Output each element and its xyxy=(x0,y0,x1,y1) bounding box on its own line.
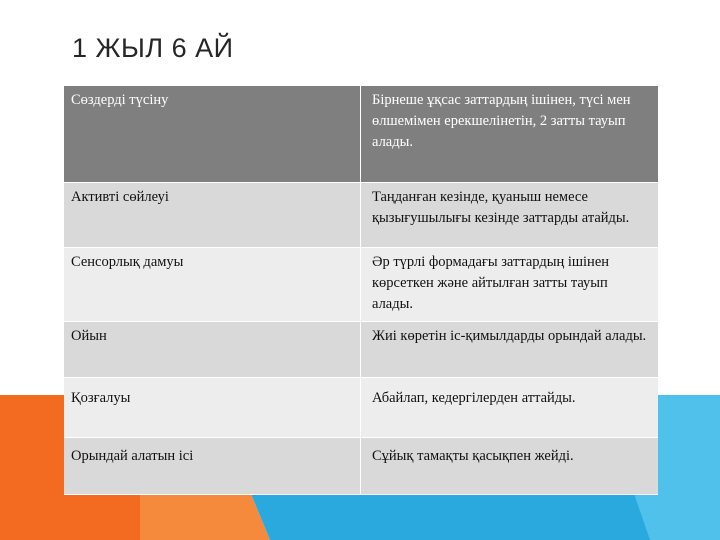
table-row xyxy=(64,438,658,495)
description-cell: Абайлап, кедергілерден аттайды. xyxy=(361,378,659,438)
development-table xyxy=(64,86,658,495)
skill-cell: Қозғалуы xyxy=(64,378,361,438)
table-row xyxy=(64,86,658,183)
description-cell: Бірнеше ұқсас заттардың ішінен, түсі мен өлшемімен ерекшелінетін, 2 затты тауып алады. xyxy=(361,86,659,183)
skill-cell: Ойын xyxy=(64,322,361,378)
skill-cell: Сенсорлық дамуы xyxy=(64,248,361,322)
description-cell: Әр түрлі формадағы заттардың ішінен көрсеткен және айтылған затты тауып алады. xyxy=(361,248,659,322)
table-row xyxy=(64,322,658,378)
description-cell: Жиі көретін іс-қимылдарды орындай алады. xyxy=(361,322,659,378)
description-cell: Таңданған кезінде, қуаныш немесе қызығушылығы кезінде заттарды атайды. xyxy=(361,183,659,248)
description-cell: Сұйық тамақты қасықпен жейді. xyxy=(361,438,659,495)
skill-cell: Активті сөйлеуі xyxy=(64,183,361,248)
table-row xyxy=(64,248,658,322)
table-row xyxy=(64,378,658,438)
table-row xyxy=(64,183,658,248)
skill-cell: Орындай алатын ісі xyxy=(64,438,361,495)
skill-cell: Сөздерді түсіну xyxy=(64,86,361,183)
slide-title: 1 ЖЫЛ 6 АЙ xyxy=(72,33,234,63)
